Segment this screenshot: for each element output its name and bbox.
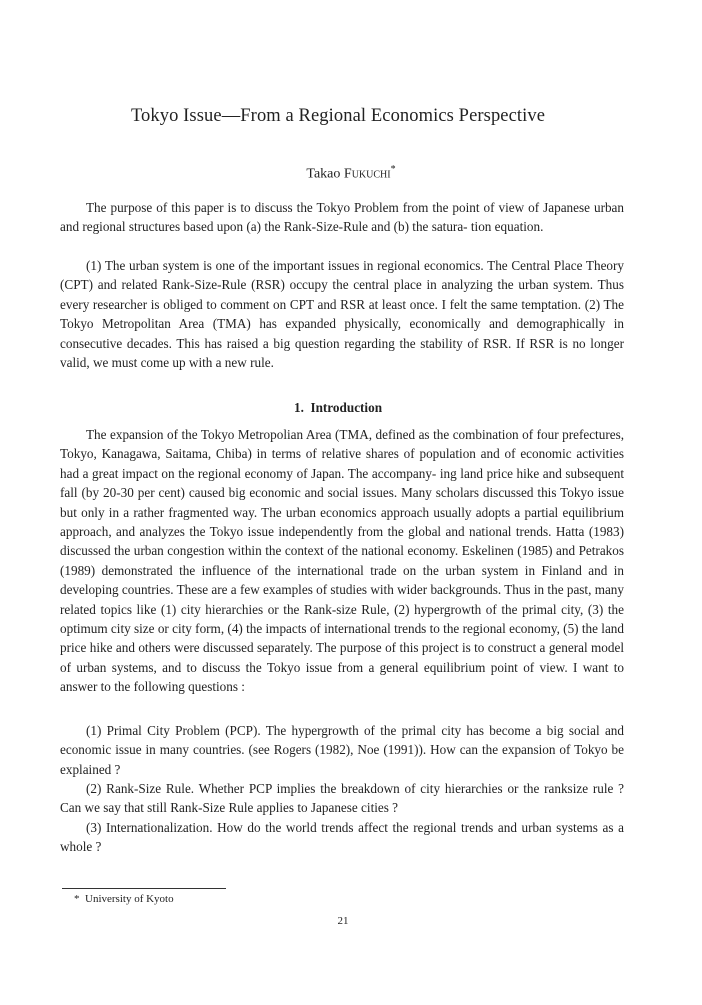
author-line: [0, 164, 702, 183]
page-number: 21: [337, 915, 349, 927]
section-number: 1.: [293, 400, 304, 415]
question-1: (1) Primal City Problem (PCP). The hypergrowth of the primal city has become a big social and economic issue in many countries. (see Rogers (1982), Noe (1991)). How can the expansion of Tokyo be explained ?: [60, 723, 624, 777]
paper-title: Tokyo Issue—From a Regional Economics Perspective: [130, 106, 546, 126]
section-heading: [0, 400, 676, 416]
author-first-name: Takao: [306, 166, 341, 182]
section-title: Introduction: [310, 400, 383, 415]
footnote-text: University of Kyoto: [85, 893, 174, 905]
abstract-paragraph-2: (1) The urban system is one of the important issues in regional economics. The Central Place Theory (CPT) and related Rank-Size-Rule (RSR) occupy the central place in analyzing the urban system. Thus every researcher is obliged to comment on CPT and RSR at least once. I felt the same temptation. (2) The Tokyo Metropolitan Area (TMA) has expanded physically, economically and demographically in consecutive decades. This has raised a big question regarding the stability of RSR. If RSR is no longer valid, we must come up with a new rule.: [60, 258, 624, 371]
author-last-name: Fukuchi: [343, 166, 391, 182]
footnote: [74, 893, 174, 905]
footnote-divider: [62, 888, 226, 889]
footnote-mark: *: [74, 893, 80, 905]
author-footnote-mark: *: [390, 164, 396, 175]
question-3: (3) Internationalization. How do the world trends affect the regional trends and urban systems as a whole ?: [60, 820, 624, 855]
question-2: (2) Rank-Size Rule. Whether PCP implies the breakdown of city hierarchies or the ranksize rule ? Can we say that still Rank-Size Rule applies to Japanese cities ?: [60, 781, 624, 816]
abstract-paragraph-1: The purpose of this paper is to discuss the Tokyo Problem from the point of view of Japanese urban and regional structures based upon (a) the Rank-Size-Rule and (b) the satura- tion equation.: [60, 200, 624, 235]
intro-paragraph: The expansion of the Tokyo Metropolian Area (TMA, defined as the combination of four prefectures, Tokyo, Kanagawa, Saitama, Chiba) in terms of relative shares of population and of economic activities had a great impact on the regional economy of Japan. The accompany- ing land price hike and subsequent fall (by 20-30 per cent) caused big economic and social issues. Many scholars discussed this Tokyo issue but only in a rather fragmented way. The urban economics approach usually adopts a partial equilibrium approach, and analyzes the Tokyo issue independently from the global and national trends. Hatta (1983) discussed the urban congestion within the context of the national economy. Eskelinen (1985) and Petrakos (1989) demonstrated the influence of the international trade on the urban system in Finland and in developing countries. These are a few examples of studies with wider backgrounds. Thus in the past, many related topics like (1) city hierarchies or the Rank-size Rule, (2) hypergrowth of the primal city, (3) the optimum city size or city form, (4) the impacts of international trends to the regional economy, (5) the land price hike and others were discussed separately. The purpose of this project is to construct a general model of urban systems, and to discuss the Tokyo issue from a general equilibrium point of view. I want to answer to the following questions :: [60, 427, 624, 695]
